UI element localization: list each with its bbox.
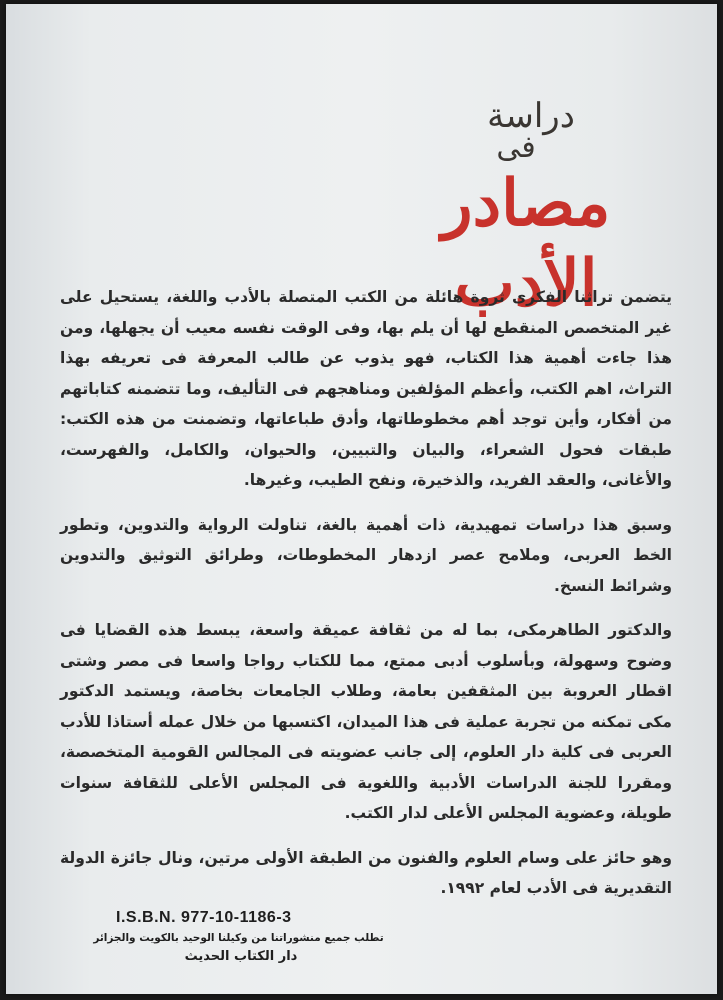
title-line-1: دراسة [487,96,575,136]
blurb-paragraph-1: يتضمن تراثنا الفكرى ثروة هائلة من الكتب المتصلة بالأدب واللغة، يستحيل على غير المتخصص المنقطع لها أن يلم بها، وفى الوقت نفسه معيب أن يجهلها، ومن هذا جاءت أهمية هذا الكتاب، فهو يذوب عن طالب المعرفة فى تعريفه بهذا التراث، اهم الكتب، وأعظم المؤلفين ومناهجهم فى التأليف، وما تتضمنه كتاباتهم من أفكار، وأين توجد أهم مخطوطاتها، وأدق طباعاتها، وتضمنت من هذه الكتب: طبقات فحول الشعراء، والبيان والتبيين، والحيوان، والكامل، والفهرست، والأغانى، والعقد الفريد، والذخيرة، ونفح الطيب، وغيرها. [60,288,672,489]
title-line-2: فى [496,130,536,165]
back-cover [6,4,717,994]
blurb-paragraph-4: وهو حائز على وسام العلوم والفنون من الطبقة الأولى مرتين، ونال جائزة الدولة التقديرية فى الأدب لعام ١٩٩٢. [60,848,672,897]
publisher-name: دار الكتاب الحديث [184,949,298,964]
book-title: مصادر الأدب [441,166,611,321]
blurb [60,282,672,918]
isbn: I.S.B.N. 977-10-1186-3 [116,909,292,926]
distribution-note: تطلب جميع منشوراتنا من وكيلنا الوحيد بالكويت والجزائر [93,932,384,944]
blurb-paragraph-3: والدكتور الطاهرمكى، بما له من ثقافة عميقة واسعة، يبسط هذه القضايا فى وضوح وسهولة، وبأسلوب أدبى ممتع، مما للكتاب رواجا واسعا فى مصر وشتى اقطار العروبة بين المثقفين بعامة، وطلاب الجامعات بخاصة، ويستمد الدكتور مكى تمكنه من تجربة عملية فى هذا الميدان، اكتسبها من خلال عمله أستاذا للأدب العربى فى كلية دار العلوم، إلى جانب عضويته فى المجالس القومية المتخصصة، ومقررا للجنة الدراسات الأدبية واللغوية فى المجلس الأعلى للثقافة سنوات طويلة، وعضوية المجلس الأعلى لدار الكتب. [60,621,672,822]
blurb-paragraph-2: وسبق هذا دراسات تمهيدية، ذات أهمية بالغة، تناولت الرواية والتدوين، وتطور الخط العربى، وملامح عصر ازدهار المخطوطات، وطرائق التوثيق والتدوين وشرائط النسخ. [60,515,672,595]
